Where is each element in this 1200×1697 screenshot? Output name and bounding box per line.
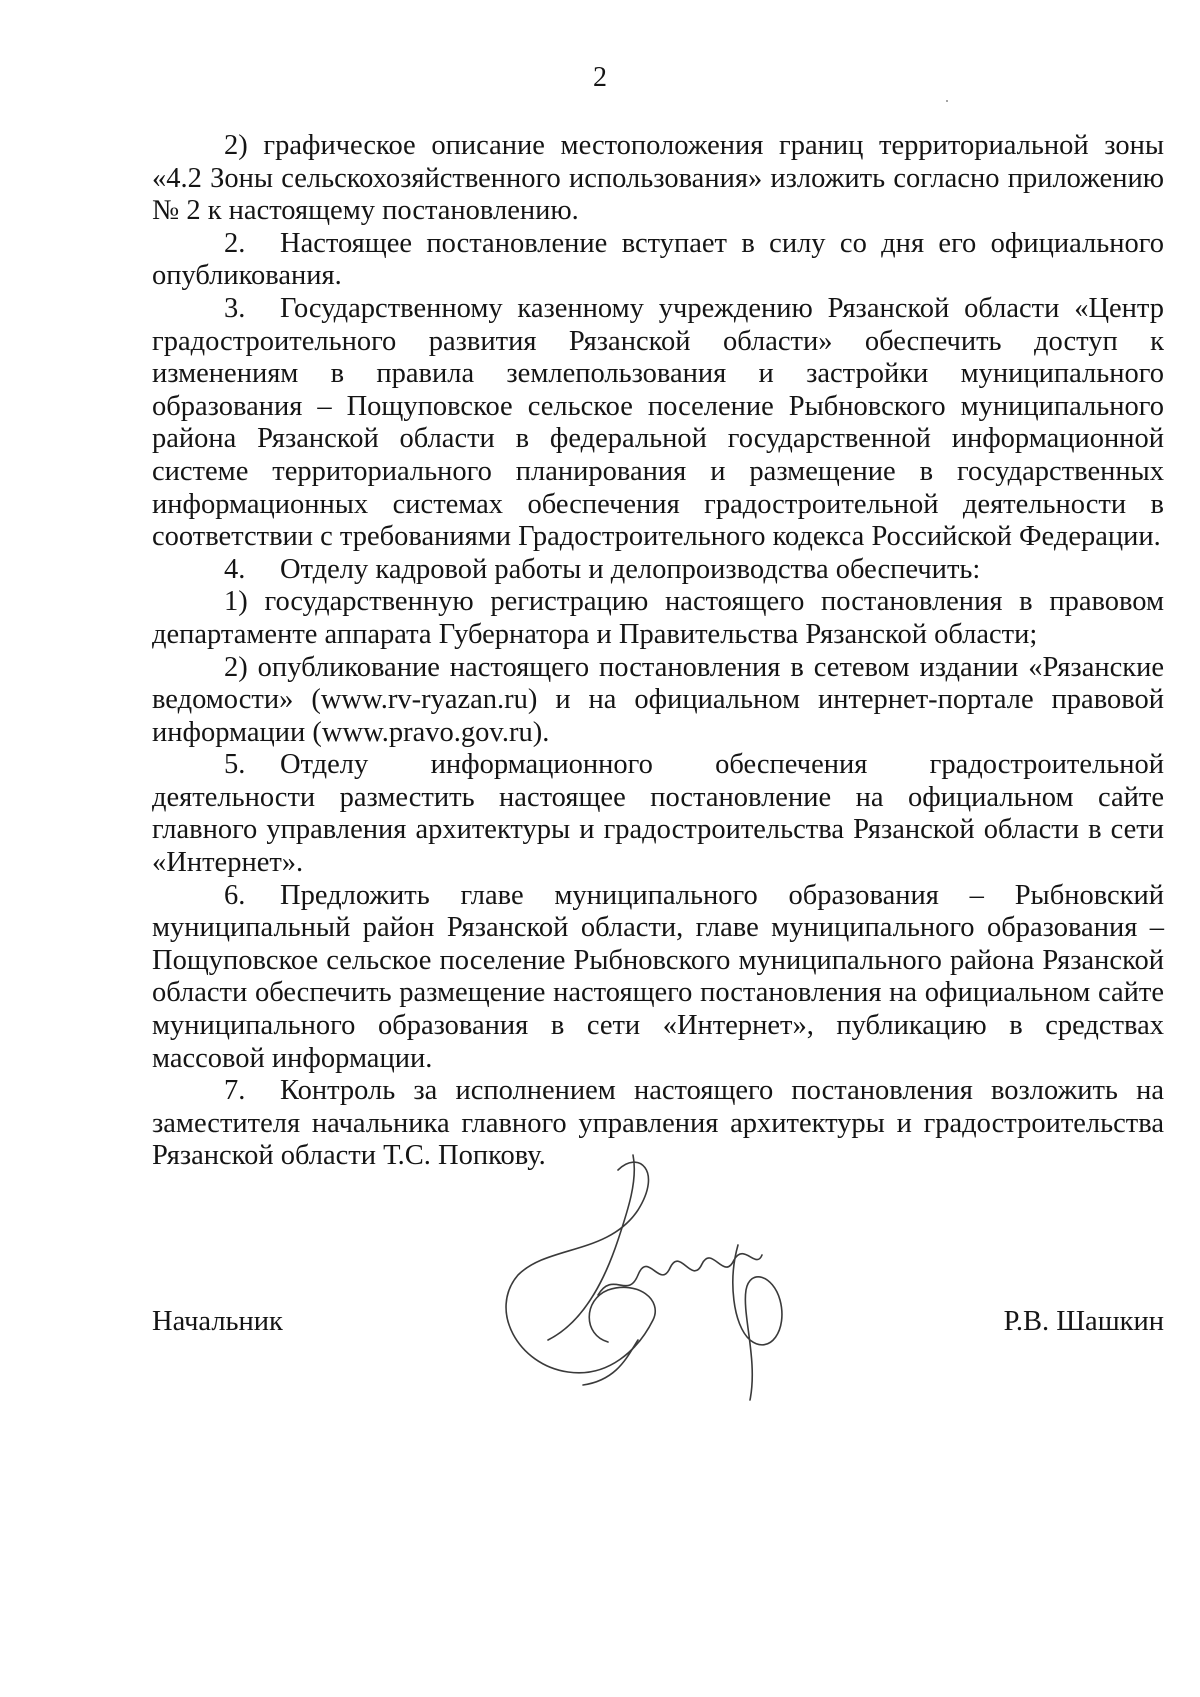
paragraph-text: Предложить главе муниципального образования – Рыбновский муниципальный район Рязанской области, главе муниципального образования – Пощуповское сельское поселение Рыбновского муниципального района Рязанской области обеспечить размещение настоящего постановления на официальном сайте муниципального образования в сети «Интернет», публикацию в средствах массовой информации. [152, 879, 1164, 1074]
paragraph-text: 2) графическое описание местоположения границ территориальной зоны «4.2 Зоны сельскохозяйственного использования» изложить согласно приложению № 2 к настоящему постановлению. [152, 130, 1164, 227]
paragraph-4-1 [152, 586, 1164, 651]
paragraph-6 [152, 880, 1164, 1076]
paragraph-4-2 [152, 652, 1164, 750]
signature-loop [506, 1162, 655, 1373]
paragraph-number: 2. [224, 227, 246, 259]
paragraph-text: Государственному казенному учреждению Рязанской области «Центр градостроительного развития Рязанской области» обеспечить доступ к изменениям в правила землепользования и застройки муниципального образования – Пощуповское сельское поселение Рыбновского муниципального района Рязанской области в федеральной государственной информационной системе территориального планирования и размещение в государственных информационных системах обеспечения градостроительной деятельности в соответствии с требованиями Градостроительного кодекса Российской Федерации. [152, 292, 1164, 553]
paragraph-2 [152, 228, 1164, 293]
signature-tail [733, 1245, 782, 1400]
paragraph-text: Отделу информационного обеспечения градостроительной деятельности разместить настоящее постановление на официальном сайте главного управления архитектуры и градостроительства Рязанской области в сети «Интернет». [152, 749, 1164, 879]
paragraph-text: Контроль за исполнением настоящего постановления возложить на заместителя начальника главного управления архитектуры и градостроительства Рязанской области Т.С. Попкову. [152, 1075, 1164, 1172]
handwritten-signature [488, 1150, 818, 1420]
signature-strokes [506, 1155, 782, 1400]
signature-stroke-main [548, 1155, 634, 1340]
signatory-title: Начальник [152, 1306, 283, 1337]
paragraph-4 [152, 554, 1164, 587]
paragraph-text: Настоящее постановление вступает в силу со дня его официального опубликования. [152, 227, 1164, 292]
paragraph-3 [152, 293, 1164, 554]
signature-underline [583, 1340, 638, 1385]
paragraph-number: 5. [224, 749, 246, 781]
signatory-name: Р.В. Шашкин [1003, 1306, 1164, 1337]
paragraph-number: 3. [224, 292, 246, 324]
document-body [152, 130, 1164, 1173]
scan-artifact [946, 100, 948, 102]
paragraph-number: 6. [224, 879, 246, 911]
paragraph-1-2 [152, 130, 1164, 228]
signature-wave [598, 1254, 762, 1295]
paragraph-number: 4. [224, 553, 246, 585]
paragraph-5 [152, 749, 1164, 879]
page-number: 2 [593, 62, 607, 93]
paragraph-text: 2) опубликование настоящего постановления в сетевом издании «Рязанские ведомости» (www.rv-ryazan.ru) и на официальном интернет-портале правовой информации (www.pravo.gov.ru). [152, 651, 1164, 748]
paragraph-text: 1) государственную регистрацию настоящего постановления в правовом департаменте аппарата Губернатора и Правительства Рязанской области; [152, 586, 1164, 650]
paragraph-text: Отделу кадровой работы и делопроизводства обеспечить: [280, 553, 981, 585]
paragraph-number: 7. [224, 1075, 246, 1107]
